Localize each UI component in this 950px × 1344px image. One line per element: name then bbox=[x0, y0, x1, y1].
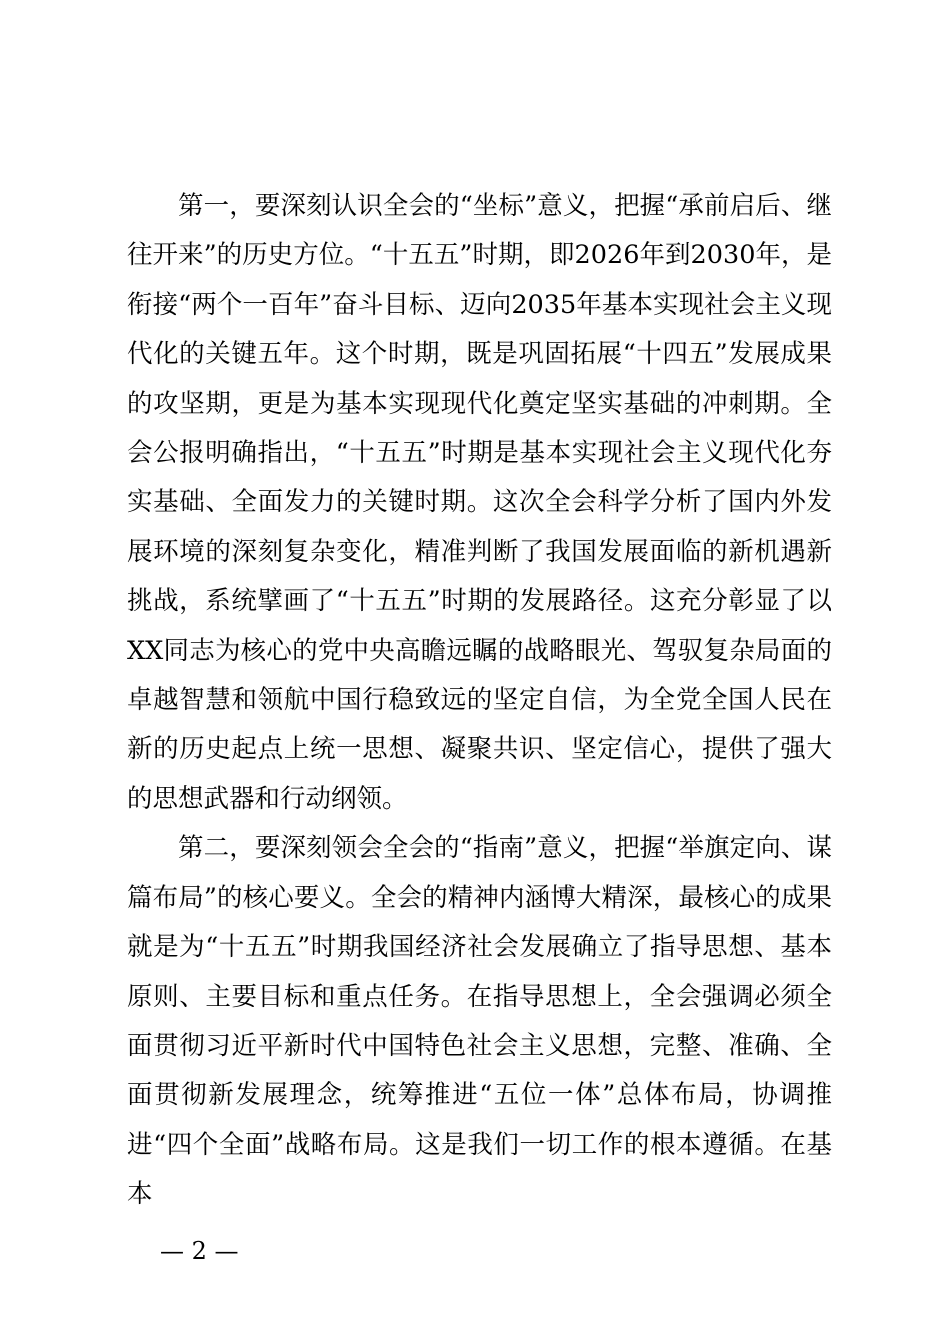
paragraph-second: 第二，要深刻领会全会的“指南”意义，把握“举旗定向、谋篇布局”的核心要义。全会的精神内涵博大精深，最核心的成果就是为“十五五”时期我国经济社会发展确立了指导思想、基本原则、主要目标和重点任务。在指导思想上，全会强调必须全面贯彻习近平新时代中国特色社会主义思想，完整、准确、全面贯彻新发展理念，统筹推进“五位一体”总体布局，协调推进“四个全面”战略布局。这是我们一切工作的根本遵循。在基本 bbox=[127, 833, 832, 1210]
document-body bbox=[127, 182, 832, 1220]
paragraph-first: 第一，要深刻认识全会的“坐标”意义，把握“承前启后、继往开来”的历史方位。“十五五”时期，即2026年到2030年，是衔接“两个一百年”奋斗目标、迈向2035年基本实现社会主义现代化的关键五年。这个时期，既是巩固拓展“十四五”发展成果的攻坚期，更是为基本实现现代化奠定坚实基础的冲刺期。全会公报明确指出，“十五五”时期是基本实现社会主义现代化夯实基础、全面发力的关键时期。这次全会科学分析了国内外发展环境的深刻复杂变化，精准判断了我国发展面临的新机遇新挑战，系统擘画了“十五五”时期的发展路径。这充分彰显了以XX同志为核心的党中央高瞻远瞩的战略眼光、驾驭复杂局面的卓越智慧和领航中国行稳致远的坚定自信，为全党全国人民在新的历史起点上统一思想、凝聚共识、坚定信心，提供了强大的思想武器和行动纲领。 bbox=[127, 191, 832, 814]
page-number: — 2 — bbox=[160, 1237, 239, 1265]
